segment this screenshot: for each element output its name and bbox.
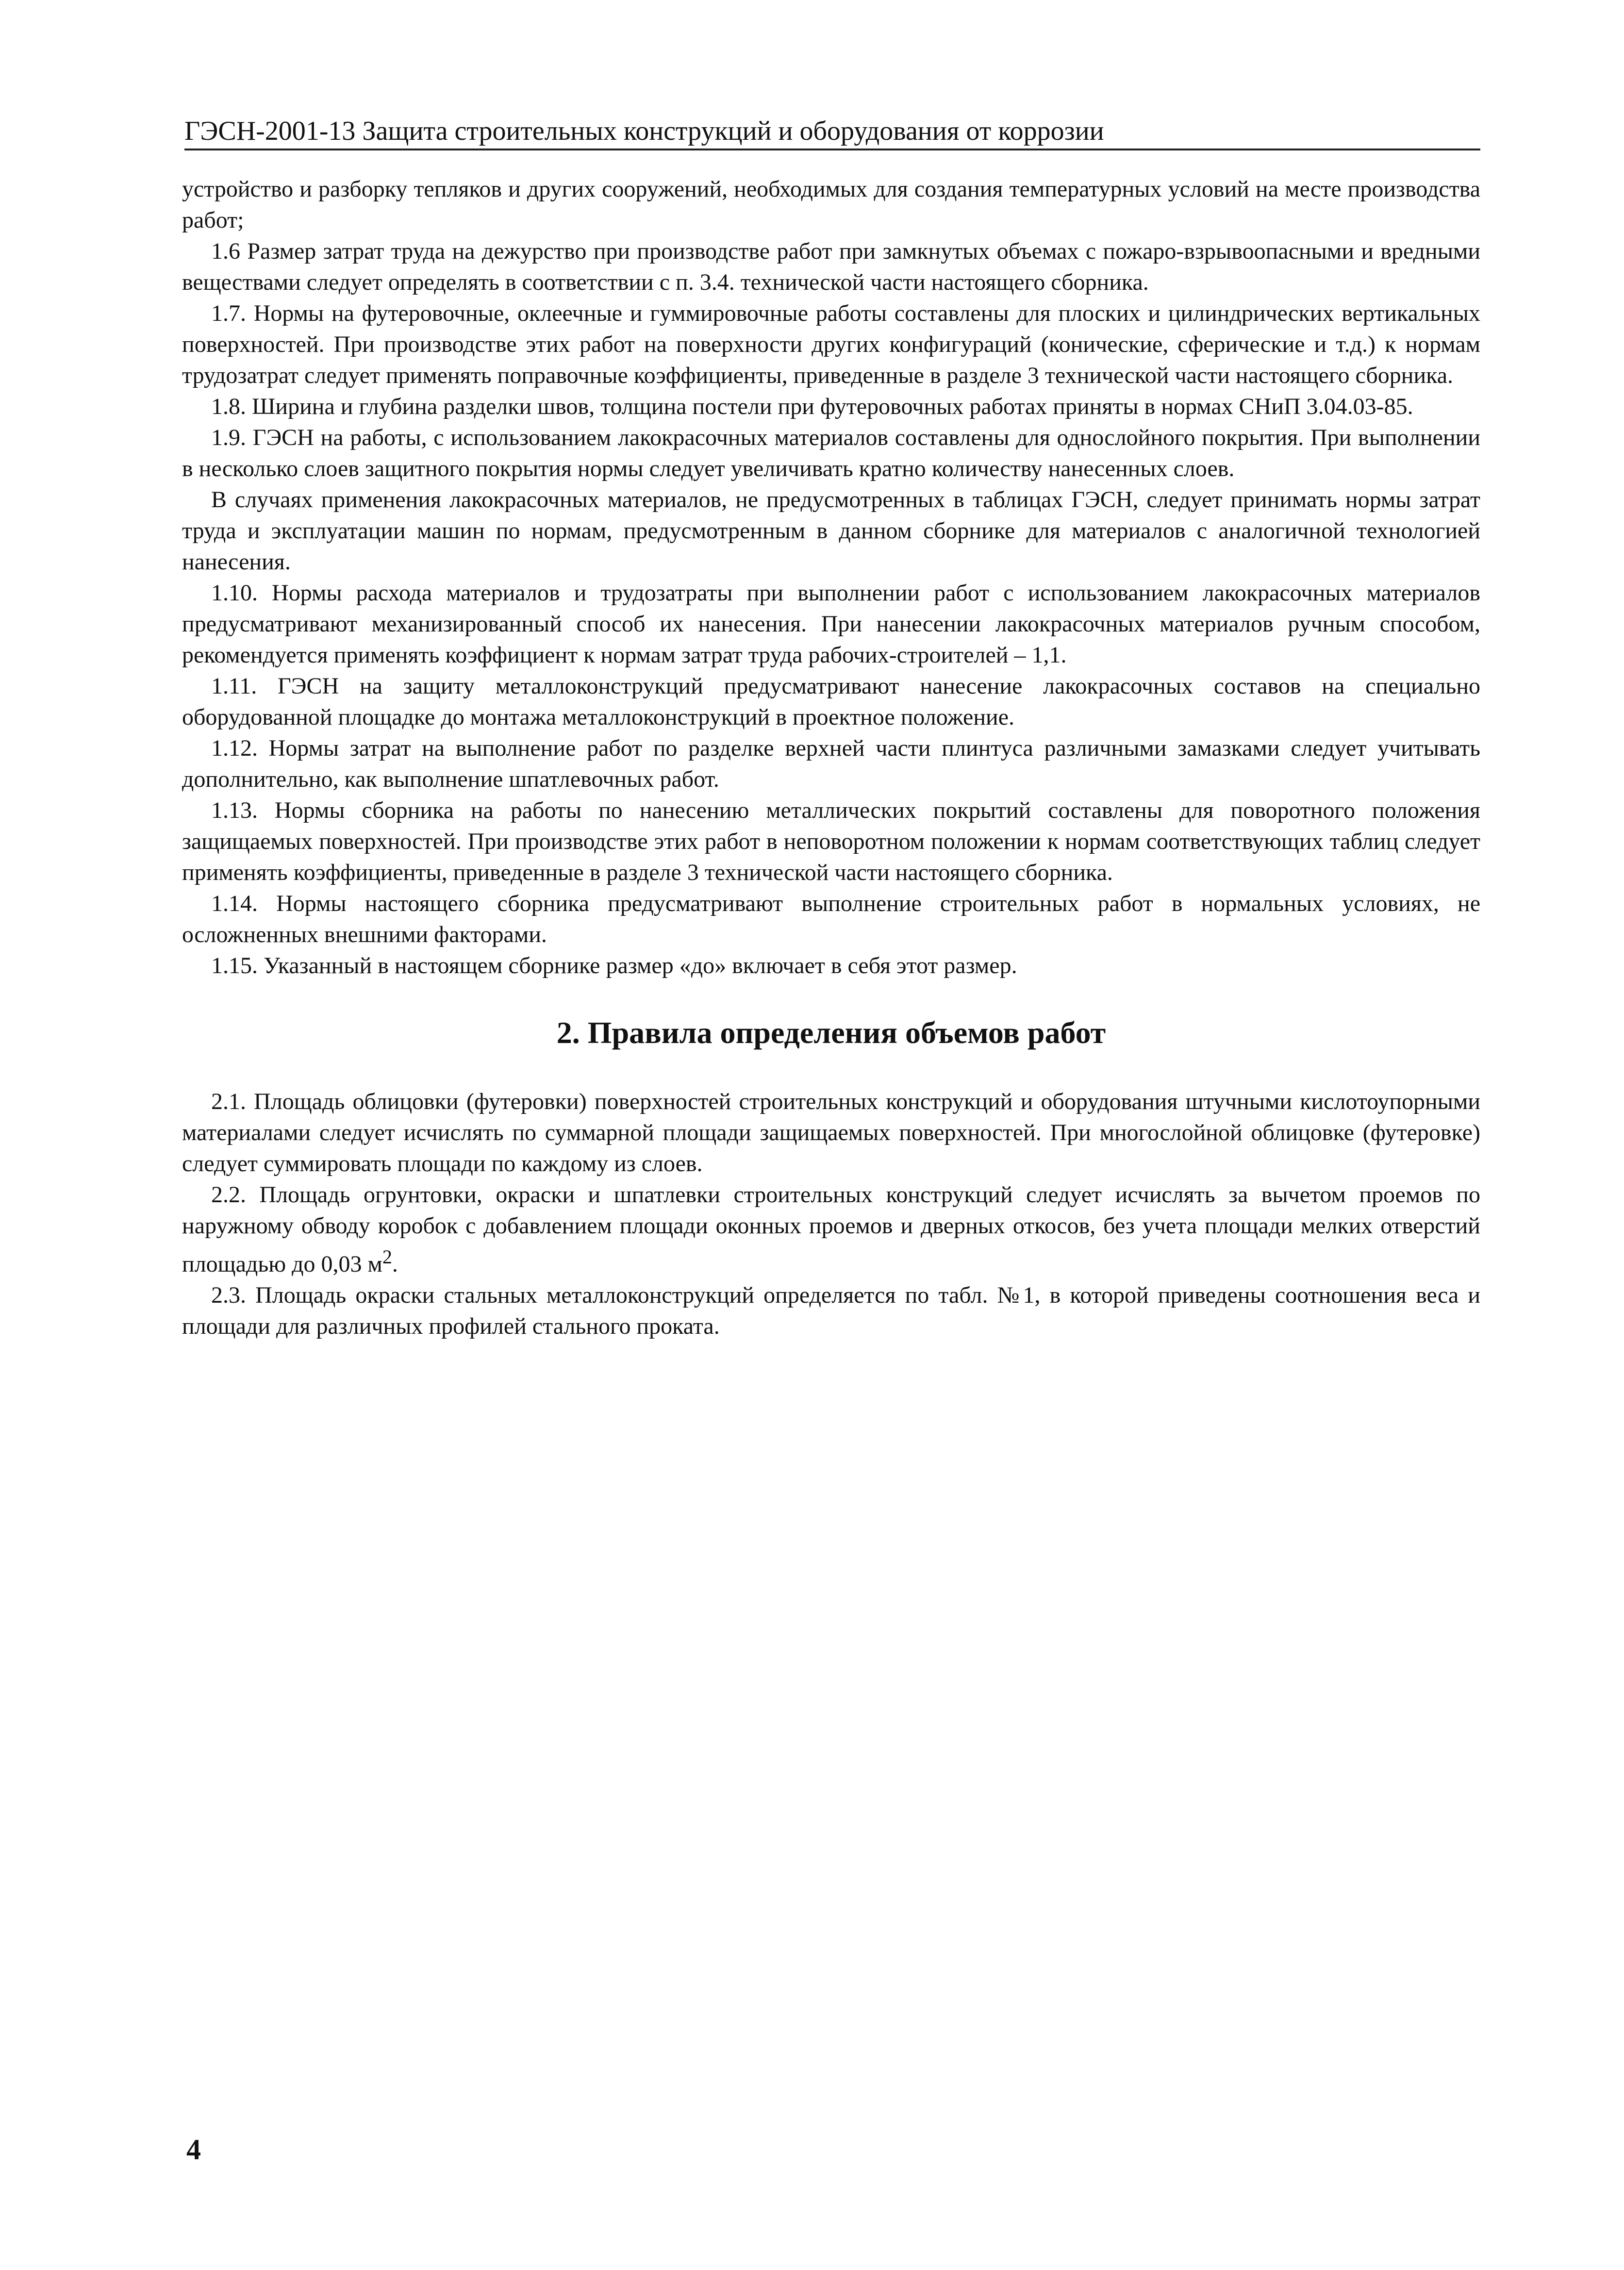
paragraph-1-10: 1.10. Нормы расхода материалов и трудозатраты при выполнении работ с использованием лакокрасочных материалов предусматривают механизированный способ их нанесения. При нанесении лакокрасочных материалов ручным способом, рекомендуется применять коэффициент к нормам затрат труда рабочих-строителей – 1,1. <box>182 580 1480 668</box>
paragraph-2-3: 2.3. Площадь окраски стальных металлоконструкций определяется по табл. №1, в которой приведены соотношения веса и площади для различных профилей стального проката. <box>182 1282 1480 1339</box>
paragraph-1-9-note: В случаях применения лакокрасочных материалов, не предусмотренных в таблицах ГЭСН, следует принимать нормы затрат труда и эксплуатации машин по нормам, предусмотренным в данном сборнике для материалов с аналогичной технологией нанесения. <box>182 487 1480 575</box>
section-2-title: 2. Правила определения объемов работ <box>556 1015 1106 1050</box>
paragraph-2-2-text: 2.2. Площадь огрунтовки, окраски и шпатлевки строительных конструкций следует исчислять за вычетом проемов по наружному обводу коробок с добавлением площади оконных проемов и дверных откосов, без учета площади мелких отверстий площадью до 0,03 м <box>182 1182 1480 1277</box>
document-body <box>182 174 1480 1342</box>
paragraph-1-9: 1.9. ГЭСН на работы, с использованием лакокрасочных материалов составлены для однослойного покрытия. При выполнении в несколько слоев защитного покрытия нормы следует увеличивать кратно количеству нанесенных слоев. <box>182 425 1480 481</box>
paragraph-1-11: 1.11. ГЭСН на защиту металлоконструкций предусматривают нанесение лакокрасочных составов на специально оборудованной площадке до монтажа металлоконструкций в проектное положение. <box>182 673 1480 730</box>
paragraph-1-8: 1.8. Ширина и глубина разделки швов, толщина постели при футеровочных работах приняты в нормах СНиП 3.04.03-85. <box>211 394 1413 419</box>
paragraph-1-15: 1.15. Указанный в настоящем сборнике размер «до» включает в себя этот размер. <box>211 953 1017 978</box>
paragraph-continuation: устройство и разборку тепляков и других сооружений, необходимых для создания температурных условий на месте производства работ; <box>182 176 1480 233</box>
paragraph-1-6: 1.6 Размер затрат труда на дежурство при производстве работ при замкнутых объемах с пожаро-взрывоопасными и вредными веществами следует определять в соответствии с п. 3.4. технической части настоящего сборника. <box>182 238 1480 295</box>
paragraph-1-7: 1.7. Нормы на футеровочные, оклеечные и гуммировочные работы составлены для плоских и цилиндрических вертикальных поверхностей. При производстве этих работ на поверхности других конфигураций (конические, сферические и т.д.) к нормам трудозатрат следует применять поправочные коэффициенты, приведенные в разделе 3 технической части настоящего сборника. <box>182 300 1480 388</box>
paragraph-2-2-end: . <box>392 1251 398 1277</box>
page-number: 4 <box>186 2134 201 2166</box>
running-header: ГЭСН-2001-13 Защита строительных конструкций и оборудования от коррозии <box>184 116 1480 150</box>
paragraph-1-14: 1.14. Нормы настоящего сборника предусматривают выполнение строительных работ в нормальных условиях, не осложненных внешними факторами. <box>182 891 1480 947</box>
paragraph-1-12: 1.12. Нормы затрат на выполнение работ по разделке верхней части плинтуса различными замазками следует учитывать дополнительно, как выполнение шпатлевочных работ. <box>182 735 1480 792</box>
superscript-square: 2 <box>382 1246 392 1268</box>
paragraph-1-13: 1.13. Нормы сборника на работы по нанесению металлических покрытий составлены для поворотного положения защищаемых поверхностей. При производстве этих работ в неповоротном положении к нормам соответствующих таблиц следует применять коэффициенты, приведенные в разделе 3 технической части настоящего сборника. <box>182 797 1480 885</box>
paragraph-2-2 <box>182 1179 1480 1280</box>
paragraph-2-1: 2.1. Площадь облицовки (футеровки) поверхностей строительных конструкций и оборудования штучными кислотоупорными материалами следует исчислять по суммарной площади защищаемых поверхностей. При многослойной облицовке (футеровке) следует суммировать площади по каждому из слоев. <box>182 1089 1480 1176</box>
